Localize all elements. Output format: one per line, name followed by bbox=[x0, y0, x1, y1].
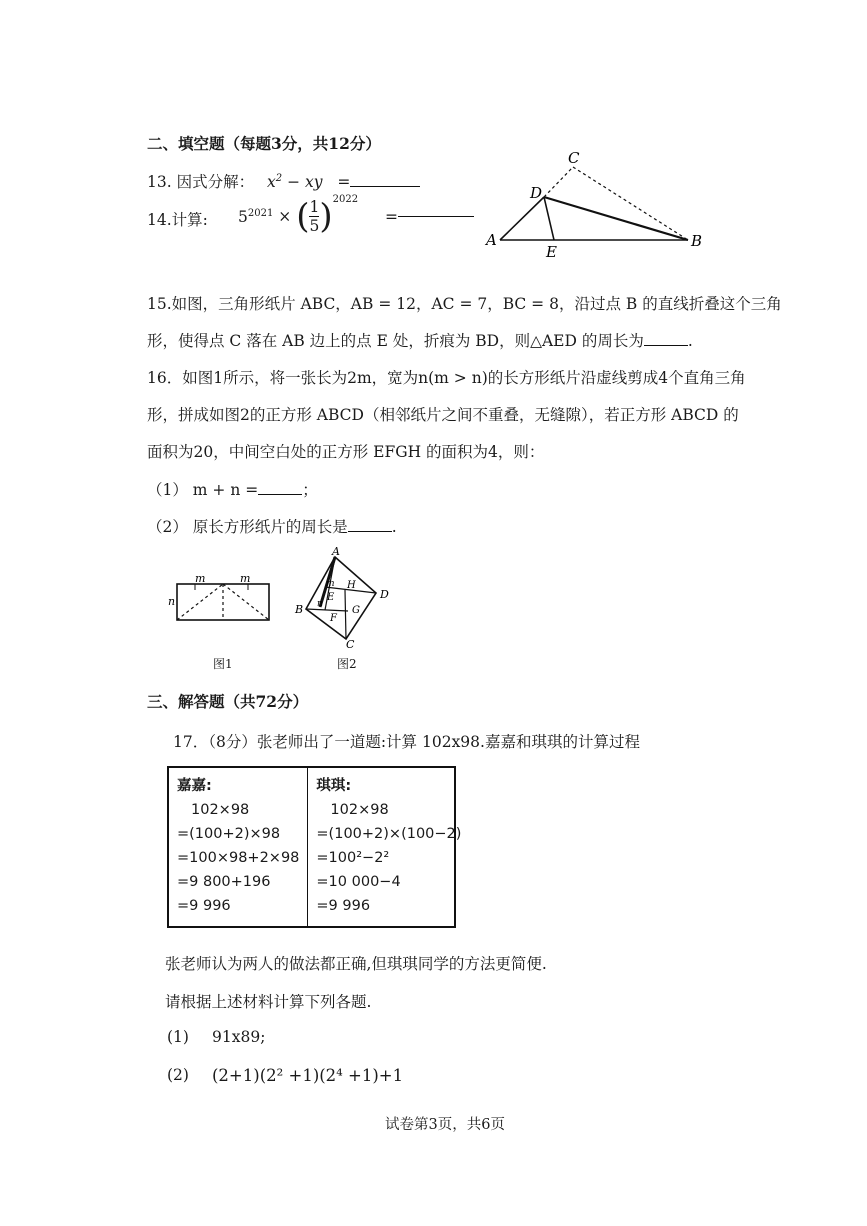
figure-2-label-b: B bbox=[295, 603, 304, 616]
question-17-part-2-label: (2) bbox=[167, 1066, 189, 1084]
figure-1-label-m-left: m bbox=[195, 572, 206, 585]
question-17-part-1-expr: 91x89; bbox=[212, 1028, 266, 1046]
question-15-line-2: 形，使得点 C 落在 AB 边上的点 E 处，折痕为 BD，则△AED 的周长为 . bbox=[147, 332, 693, 350]
figure-2-label-a: A bbox=[332, 545, 340, 558]
question-16-sub-1: （1） m + n = ； bbox=[147, 481, 318, 499]
figure-2-label-h: H bbox=[347, 580, 356, 591]
section-heading-fill-in: 二、填空题（每题3分，共12分） bbox=[147, 134, 381, 153]
calc-line: =9 996 bbox=[177, 898, 231, 914]
question-13-answer-blank[interactable] bbox=[350, 186, 420, 187]
question-17-part-2-expr: (2+1)(2² +1)(2⁴ +1)+1 bbox=[212, 1066, 404, 1085]
question-14 bbox=[147, 208, 208, 230]
triangle-label-b: B bbox=[691, 232, 703, 250]
figure-1-label-n: n bbox=[168, 595, 176, 608]
question-17-part-1-label: (1) bbox=[167, 1028, 189, 1046]
question-16-sub-2: （2） 原长方形纸片的周长是 . bbox=[147, 518, 397, 536]
calc-column-jiajia bbox=[169, 768, 308, 926]
triangle-label-d: D bbox=[530, 184, 543, 202]
calc-name-qiqi: 琪琪: bbox=[316, 778, 352, 794]
calc-line: =100×98+2×98 bbox=[177, 850, 300, 866]
figure-2-caption: 图2 bbox=[337, 657, 357, 671]
question-14-expr: $5^{2021}$ × ( $\frac{1}{5}$ )$^{2022}$ = bbox=[238, 198, 474, 235]
triangle-label-a: A bbox=[486, 231, 497, 249]
figure-2-square bbox=[290, 545, 400, 650]
figure-2-label-d: D bbox=[380, 588, 389, 601]
question-13-equals: = bbox=[337, 173, 351, 191]
calc-line: =100²−2² bbox=[316, 850, 390, 866]
calc-line: 102×98 bbox=[191, 802, 250, 818]
calc-line: =9 996 bbox=[316, 898, 371, 914]
calc-name-jiajia: 嘉嘉: bbox=[177, 778, 212, 794]
question-15-line-1: 15.如图，三角形纸片 ABC，AB = 12，AC = 7，BC = 8，沿过点 B 的直线折叠这个三角 bbox=[147, 295, 782, 313]
question-13-expr: $x^2$ − xy bbox=[267, 172, 323, 191]
calc-line: =9 800+196 bbox=[177, 874, 271, 890]
calc-line: =10 000−4 bbox=[316, 874, 401, 890]
calc-line: =(100+2)×98 bbox=[177, 826, 281, 842]
question-16-line-2: 形，拼成如图2的正方形 ABCD（相邻纸片之间不重叠，无缝隙），若正方形 ABCD 的 bbox=[147, 406, 739, 424]
triangle-label-c: C bbox=[568, 149, 580, 167]
figure-2-label-g: G bbox=[352, 605, 360, 616]
figure-1-rectangle bbox=[165, 570, 280, 630]
question-16-sub-2-blank[interactable] bbox=[348, 531, 392, 532]
calc-line: 102×98 bbox=[330, 802, 389, 818]
question-16-sub-1-blank[interactable] bbox=[258, 494, 302, 495]
question-14-label: 14.计算: bbox=[147, 211, 208, 229]
page-footer: 试卷第3页，共6页 bbox=[385, 1117, 505, 1133]
question-16-line-3: 面积为20，中间空白处的正方形 EFGH 的面积为4，则： bbox=[147, 443, 545, 461]
question-17-calc-table bbox=[167, 766, 462, 928]
triangle-label-e: E bbox=[546, 243, 557, 261]
calc-column-qiqi bbox=[308, 768, 470, 926]
figure-2-label-m: m bbox=[326, 579, 335, 589]
question-17-intro: 17．（8分）张老师出了一道题:计算 102x98.嘉嘉和琪琪的计算过程 bbox=[173, 733, 640, 751]
figure-2-label-n: n bbox=[317, 599, 323, 609]
figure-1-label-m-right: m bbox=[240, 572, 251, 585]
triangle-fold-figure bbox=[480, 145, 710, 265]
question-13 bbox=[147, 170, 420, 192]
calc-line: =(100+2)×(100−2) bbox=[316, 826, 462, 842]
question-13-label: 13. 因式分解： bbox=[147, 173, 255, 191]
figure-1-caption: 图1 bbox=[213, 657, 233, 671]
question-15-answer-blank[interactable] bbox=[644, 345, 688, 346]
figure-2-label-f: F bbox=[330, 613, 337, 624]
figure-2-label-c: C bbox=[346, 638, 355, 650]
section-heading-answer: 三、解答题（共72分） bbox=[147, 692, 309, 711]
question-14-answer-blank[interactable] bbox=[398, 216, 474, 217]
question-16-line-1: 16．如图1所示，将一张长为2m，宽为n(m > n)的长方形纸片沿虚线剪成4个直角三角 bbox=[147, 369, 746, 387]
question-17-comment: 张老师认为两人的做法都正确,但琪琪同学的方法更简便. bbox=[165, 955, 547, 973]
figure-2-label-e: E bbox=[327, 592, 335, 603]
question-17-instruction: 请根据上述材料计算下列各题. bbox=[165, 993, 372, 1011]
